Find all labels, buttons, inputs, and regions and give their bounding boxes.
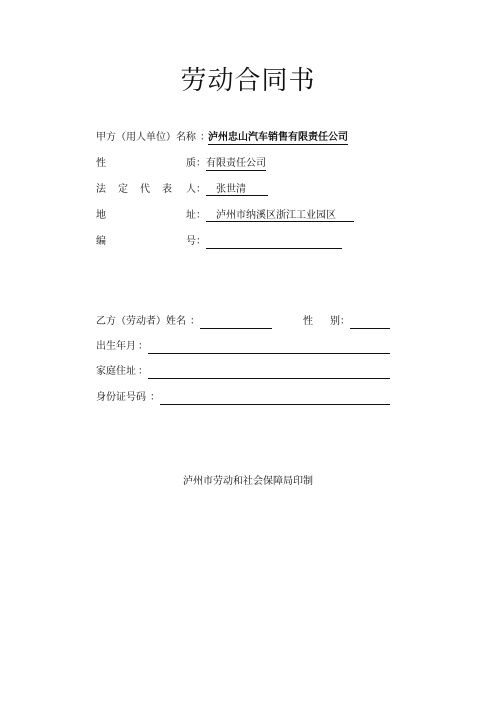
colon: ： bbox=[196, 184, 206, 195]
party-a-number-field[interactable] bbox=[206, 234, 342, 249]
colon: ： bbox=[200, 132, 210, 143]
party-b-id-label: 身份证号码 bbox=[96, 392, 146, 403]
colon: ： bbox=[196, 210, 206, 221]
publisher-footer: 泸州市劳动和社会保障局印制 bbox=[183, 476, 313, 487]
party-a-rep-label-char: 代 bbox=[140, 184, 150, 195]
party-b-home-field[interactable] bbox=[148, 364, 390, 379]
colon: ： bbox=[190, 316, 200, 327]
party-a-rep-label-char: 定 bbox=[118, 184, 128, 195]
party-a-number-label-1: 编 bbox=[96, 236, 106, 247]
party-b-birth-field[interactable] bbox=[148, 339, 390, 354]
party-b-name-field[interactable] bbox=[200, 314, 272, 329]
party-a-address-label-2: 址 bbox=[186, 210, 196, 221]
party-a-address-label-1: 地 bbox=[96, 210, 106, 221]
party-a-name-label: 甲方（用人单位）名称 bbox=[96, 132, 196, 143]
colon: ： bbox=[150, 392, 160, 403]
party-b-id-field[interactable] bbox=[160, 390, 390, 405]
colon: ： bbox=[196, 158, 206, 169]
party-a-nature-label-1: 性 bbox=[96, 158, 106, 169]
party-a-nature-label-2: 质 bbox=[186, 158, 196, 169]
party-a-nature-value[interactable]: 有限责任公司 bbox=[206, 158, 266, 169]
document-title: 劳动合同书 bbox=[180, 66, 316, 96]
party-b-gender-field[interactable] bbox=[350, 314, 390, 329]
party-b-gender-label-1: 性 bbox=[303, 316, 313, 327]
party-a-rep-label-char: 人 bbox=[186, 184, 196, 195]
party-a-name-value[interactable]: 泸州忠山汽车销售有限责任公司 bbox=[208, 132, 348, 143]
party-a-rep-label-char: 表 bbox=[162, 184, 172, 195]
colon: ： bbox=[196, 236, 206, 247]
party-a-number-label-2: 号 bbox=[186, 236, 196, 247]
party-b-home-label: 家庭住址 bbox=[96, 366, 136, 377]
party-a-rep-value[interactable]: 张世清 bbox=[206, 182, 268, 196]
party-a-address-value[interactable]: 泸州市纳溪区浙江工业园区 bbox=[206, 208, 354, 222]
party-b-birth-label: 出生年月 bbox=[96, 341, 136, 352]
colon: ： bbox=[340, 316, 350, 327]
colon: ： bbox=[138, 366, 148, 377]
colon: ： bbox=[138, 341, 148, 352]
party-b-name-label: 乙方（劳动者）姓名 bbox=[96, 316, 186, 327]
party-b-gender-label-2: 别 bbox=[330, 316, 340, 327]
party-a-rep-label-char: 法 bbox=[96, 184, 106, 195]
